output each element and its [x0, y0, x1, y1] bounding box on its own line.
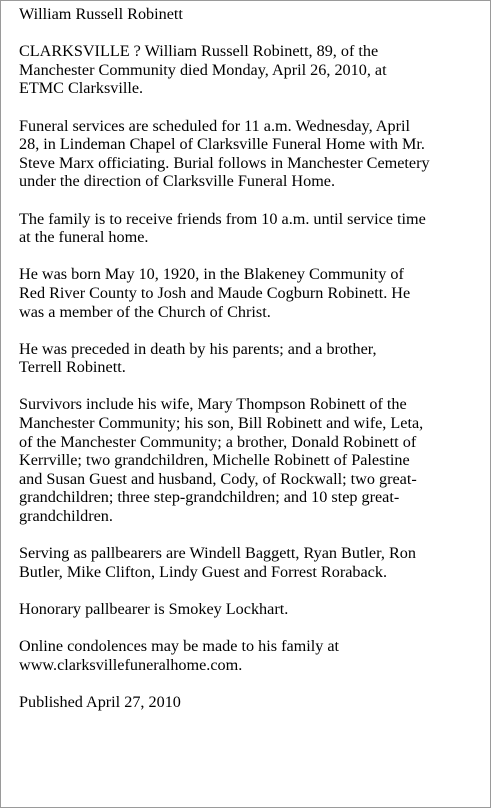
text-line: Red River County to Josh and Maude Cogburn Robinett. He: [19, 283, 411, 302]
paragraph-visitation: [19, 210, 487, 247]
condolence-url: www.clarksvillefuneralhome.com.: [19, 655, 243, 674]
paragraph-funeral-services: [19, 117, 487, 191]
paragraph-condolences: [19, 637, 487, 674]
obituary-title: [19, 5, 487, 24]
text-line: Funeral services are scheduled for 11 a.m. Wednesday, April: [19, 116, 410, 135]
text-line: 28, in Lindeman Chapel of Clarksville Funeral Home with Mr.: [19, 135, 425, 154]
text-line: Butler, Mike Clifton, Lindy Guest and Forrest Roraback.: [19, 562, 388, 581]
text-line: Steve Marx officiating. Burial follows in Manchester Cemetery: [19, 153, 430, 172]
paragraph-birth: [19, 265, 487, 321]
text-line: Kerrville; two grandchildren, Michelle Robinett of Palestine: [19, 451, 410, 470]
text-line: Serving as pallbearers are Windell Baggett, Ryan Butler, Ron: [19, 544, 416, 563]
obituary-text: [19, 5, 487, 730]
text-line: under the direction of Clarksville Funeral Home.: [19, 172, 336, 191]
text-line: He was born May 10, 1920, in the Blakeney Community of: [19, 265, 404, 284]
text-line: Online condolences may be made to his family at: [19, 637, 340, 656]
paragraph-death-notice: [19, 42, 487, 98]
text-line: He was preceded in death by his parents; and a brother,: [19, 339, 377, 358]
text-line: Honorary pallbearer is Smokey Lockhart.: [19, 600, 289, 618]
text-line: Terrell Robinett.: [19, 358, 126, 377]
paragraph-preceded: [19, 340, 487, 377]
text-line: The family is to receive friends from 10 a.m. until service time: [19, 209, 426, 228]
text-line: and Susan Guest and husband, Cody, of Rockwall; two great-: [19, 469, 417, 488]
text-line: grandchildren; three step-grandchildren; and 10 step great-: [19, 488, 400, 507]
title-line: William Russell Robinett: [19, 5, 183, 23]
paragraph-published-date: [19, 693, 487, 712]
text-line: ETMC Clarksville.: [19, 79, 144, 98]
text-line: of the Manchester Community; a brother, Donald Robinett of: [19, 432, 417, 451]
text-line: Manchester Community; his son, Bill Robinett and wife, Leta,: [19, 414, 424, 433]
text-line: Manchester Community died Monday, April 26, 2010, at: [19, 60, 387, 79]
text-line: was a member of the Church of Christ.: [19, 302, 271, 321]
text-line: CLARKSVILLE ? William Russell Robinett, 89, of the: [19, 42, 379, 61]
paragraph-pallbearers: [19, 544, 487, 581]
paragraph-survivors: [19, 395, 487, 525]
text-line: grandchildren.: [19, 507, 113, 526]
text-line: Published April 27, 2010: [19, 692, 181, 711]
paragraph-honorary-pallbearer: [19, 600, 487, 619]
text-line: Survivors include his wife, Mary Thompson Robinett of the: [19, 395, 407, 414]
text-line: at the funeral home.: [19, 228, 149, 247]
